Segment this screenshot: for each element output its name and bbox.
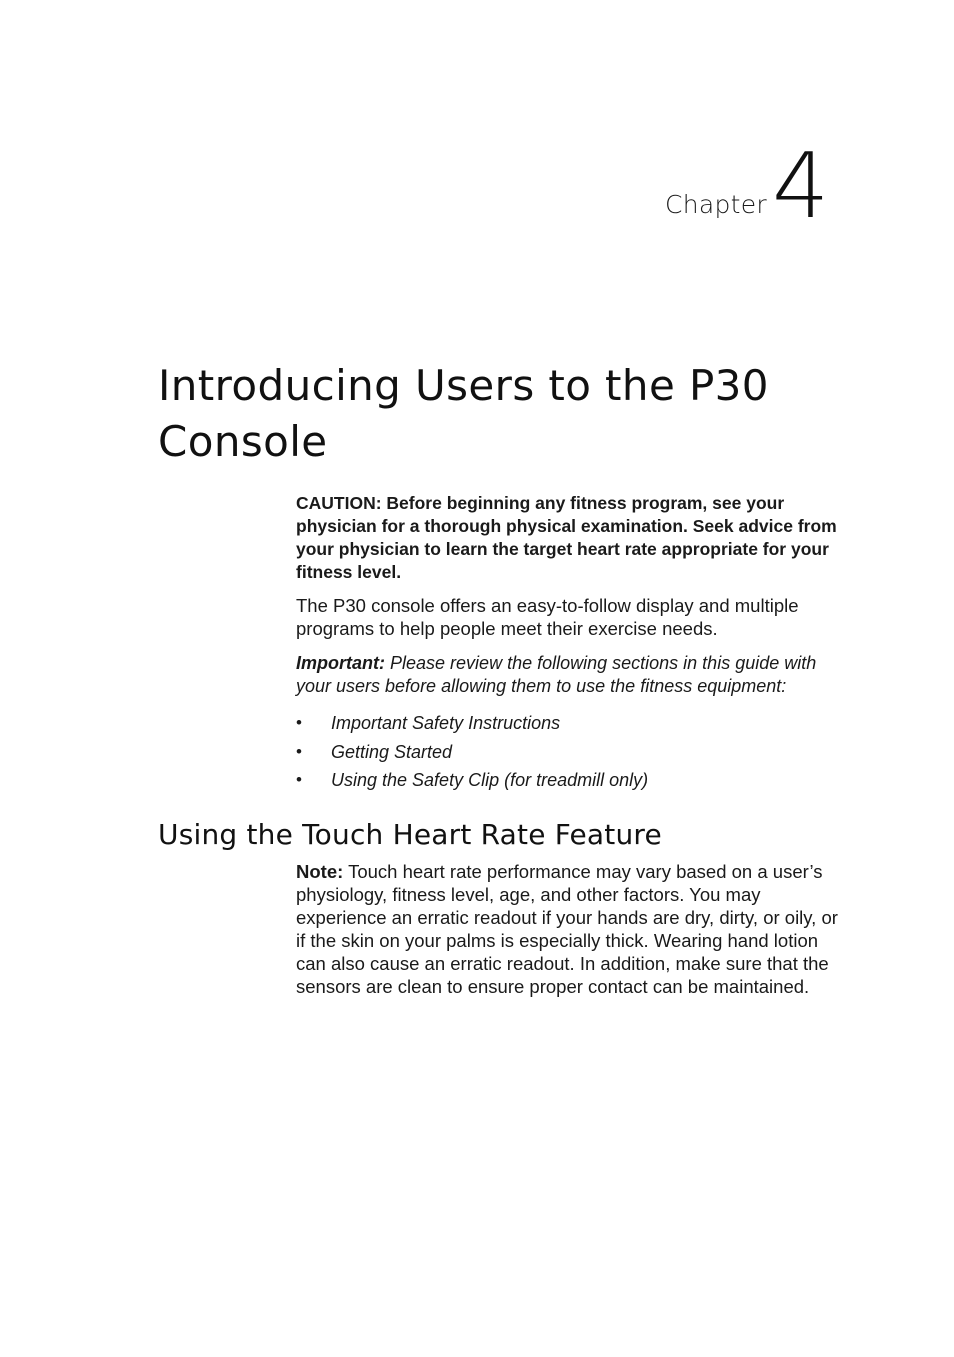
important-paragraph <box>296 652 842 698</box>
page-title: Introducing Users to the P30 Console <box>158 361 769 466</box>
list-item <box>296 738 842 767</box>
sections-list <box>296 709 842 795</box>
section-heading: Using the Touch Heart Rate Feature <box>158 818 662 851</box>
list-item-text: Getting Started <box>331 741 453 762</box>
chapter-number: 4 <box>772 134 830 239</box>
important-label: Important: <box>296 653 385 673</box>
list-item-text: Using the Safety Clip (for treadmill only) <box>331 770 649 790</box>
bullet-icon: • <box>296 741 302 761</box>
caution-paragraph: CAUTION: Before beginning any fitness program, see your physician for a thorough physical examination. Seek advice from your physician to learn the target heart rate appropriate for your fitness level. <box>296 493 837 582</box>
important-text: Please review the following sections in this guide with your users before allowing them to use the fitness equipment: <box>296 653 817 696</box>
list-item <box>296 766 842 795</box>
chapter-label: Chapter <box>664 190 767 219</box>
intro-paragraph: The P30 console offers an easy-to-follow display and multiple programs to help people meet their exercise needs. <box>296 595 799 639</box>
bullet-icon: • <box>296 713 302 732</box>
note-text: Touch heart rate performance may vary based on a user’s physiology, fitness level, age, and other factors. You may experience an erratic readout if your hands are dry, dirty, or oily, or if the skin on your palms is especially thick. Wearing hand lotion can also cause an erratic readout. In addition, make sure that the sensors are clean to ensure proper contact can be maintained. <box>296 861 838 997</box>
bullet-icon: • <box>296 770 302 789</box>
list-item <box>296 709 842 738</box>
note-label: Note: <box>296 861 344 882</box>
list-item-text: Important Safety Instructions <box>331 713 561 733</box>
note-paragraph <box>296 860 842 998</box>
